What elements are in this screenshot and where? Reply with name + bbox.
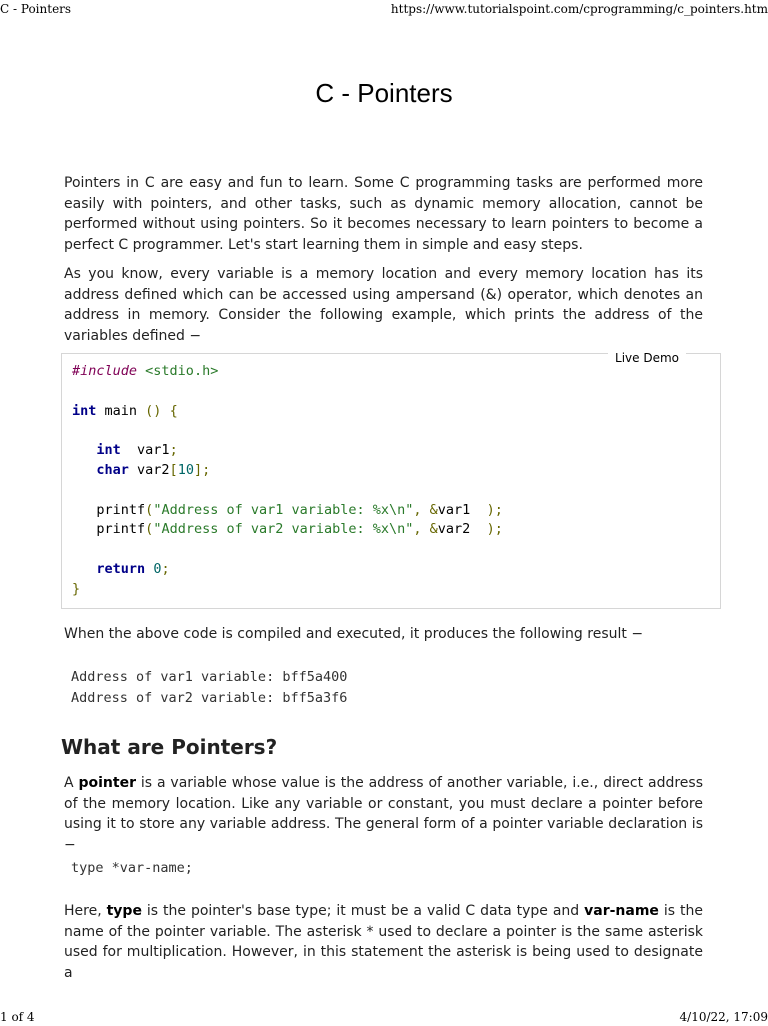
- type-explanation-paragraph: [64, 901, 703, 983]
- code-block: #include <stdio.h> int main () { int var1; char var2[10]; printf("Address of var1 variable: %x\n", &var1 ); printf("Address of var2 variable: %x\n", &var2 ); return 0; }: [72, 363, 503, 597]
- text-fragment: A: [64, 775, 79, 791]
- code-keyword: char: [96, 461, 129, 478]
- code-include-directive: #include: [72, 363, 138, 379]
- section-heading: What are Pointers?: [61, 735, 278, 759]
- text-fragment: is the name of the pointer variable. The asterisk * used to declare a pointer is the same asterisk used for multiplication. However, in this statement the asterisk is being used to designate a: [64, 903, 703, 981]
- code-punct: }: [72, 580, 81, 597]
- code-identifier: var2: [437, 521, 471, 538]
- print-footer-page: 1 of 4: [0, 1010, 35, 1024]
- code-include-header: <stdio.h>: [145, 363, 219, 379]
- code-string: "Address of var1 variable: %x\n": [153, 501, 414, 518]
- text-fragment: is the pointer's base type; it must be a valid C data type and: [141, 903, 585, 919]
- code-function-call: printf: [96, 501, 146, 518]
- text-fragment: is a variable whose value is the address of another variable, i.e., direct address of the memory location. Like any variable or constant, you must declare a pointer before using it to store any variable address. The general form of a pointer variable declaration is −: [64, 775, 704, 853]
- print-header-url: https://www.tutorialspoint.com/cprogramming/c_pointers.htm: [390, 2, 768, 16]
- code-keyword: return: [96, 560, 146, 577]
- print-header-title: C - Pointers: [0, 2, 72, 16]
- intro-paragraph-2: As you know, every variable is a memory location and every memory location has its address defined which can be accessed using ampersand (&) operator, which denotes an address in memory. Consider the following example, which prints the address of the variables defined −: [64, 266, 703, 344]
- code-function-name: main: [96, 402, 146, 419]
- text-fragment: Here,: [64, 903, 107, 919]
- print-header: [0, 0, 768, 18]
- code-function-call: printf: [96, 521, 146, 538]
- code-string: "Address of var2 variable: %x\n": [153, 521, 414, 538]
- term-pointer: pointer: [78, 775, 136, 791]
- code-identifier: var1: [120, 442, 170, 459]
- code-number: 0: [153, 560, 162, 577]
- live-demo-link[interactable]: Live Demo: [608, 351, 686, 365]
- code-example-box: [61, 353, 721, 609]
- code-identifier: var1: [437, 501, 471, 518]
- syntax-block: type *var-name;: [71, 860, 193, 876]
- code-punct: {: [161, 402, 178, 419]
- result-intro-text: When the above code is compiled and executed, it produces the following result −: [64, 626, 644, 642]
- code-identifier: var2: [128, 461, 170, 478]
- page-title: C - Pointers: [315, 78, 453, 108]
- pointer-definition-paragraph: [64, 773, 703, 855]
- code-number: 10: [177, 461, 194, 478]
- term-var-name: var-name: [584, 903, 659, 919]
- intro-paragraph-1: Pointers in C are easy and fun to learn. Some C programming tasks are performed more easily with pointers, and other tasks, such as dynamic memory allocation, cannot be performed without using pointers. So it becomes necessary to learn pointers to become a perfect C programmer. Let's start learning them in simple and easy steps.: [64, 175, 703, 253]
- print-footer: [0, 1008, 768, 1026]
- output-block: Address of var1 variable: bff5a400 Address of var2 variable: bff5a3f6: [71, 669, 348, 706]
- term-type: type: [106, 903, 142, 919]
- code-punct: (): [145, 402, 162, 419]
- code-keyword: int: [96, 442, 121, 459]
- print-footer-datetime: 4/10/22, 17:09: [679, 1010, 768, 1024]
- code-keyword: int: [72, 402, 97, 419]
